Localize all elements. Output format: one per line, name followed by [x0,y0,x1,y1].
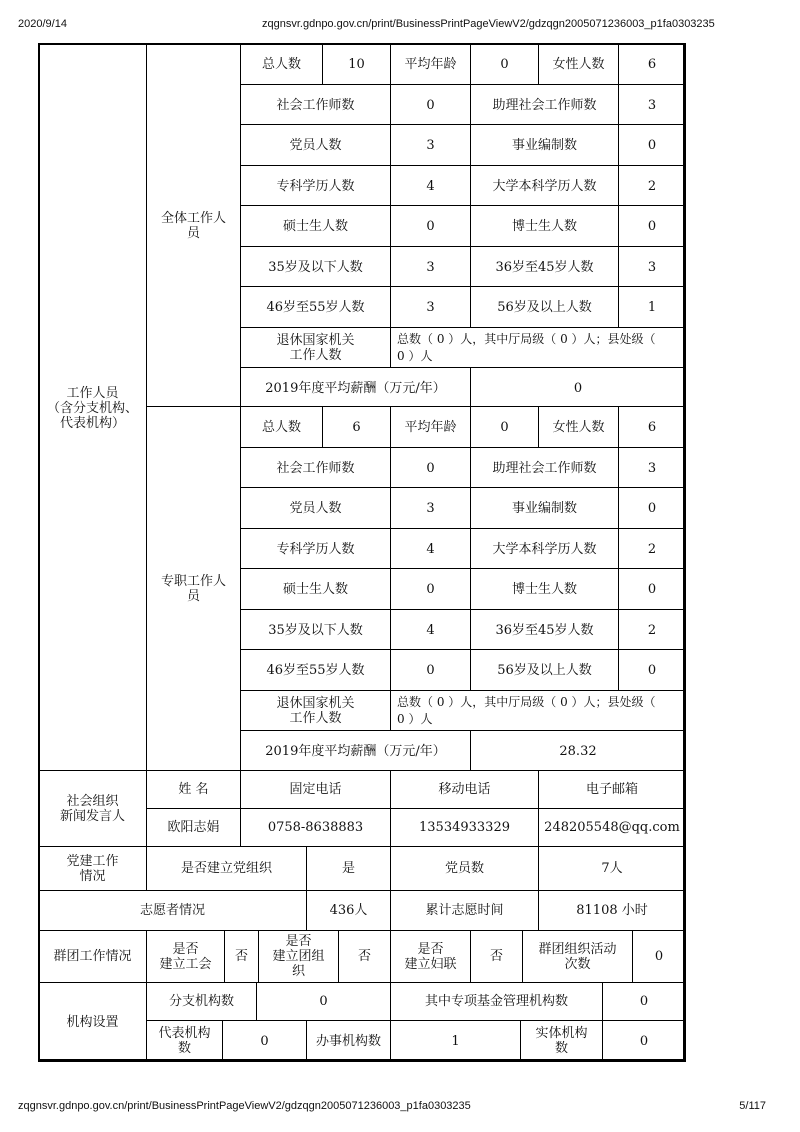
all-staff-assistant-label [470,84,619,126]
institutions-office-label [306,1020,391,1062]
spokesperson-mobile [390,808,539,847]
party-members-label-text: 党员数 [444,861,484,876]
all-staff-female-text: 6 [647,56,657,72]
fulltime-staff-total-label [240,406,323,448]
mass-org-women [470,930,523,983]
all-staff-college-text: 4 [426,178,435,194]
fulltime-staff-assistant [618,447,686,489]
fulltime-staff-female [618,406,686,448]
fulltime-staff-establishment-label [470,487,619,529]
fulltime-staff-total-text: 6 [352,419,361,435]
spokesperson-phone-label [240,770,391,809]
all-staff-age56-label-text: 56岁及以上人数 [497,299,592,315]
spokesperson-email-label [538,770,686,809]
fulltime-staff-age36_45-text: 2 [647,622,657,638]
all-staff-female-label [538,43,619,85]
all-staff-college-label-text: 专科学历人数 [276,178,355,194]
all-staff-age46_55-text: 3 [426,299,435,315]
institutions-rep-text: 0 [260,1033,269,1049]
institutions-entity [602,1020,686,1062]
fulltime-staff-party-label-text: 党员人数 [289,500,342,516]
fulltime-staff-master-text: 0 [426,581,435,597]
mass-org-women-text: 否 [489,949,503,964]
all-staff-total [322,43,391,85]
fulltime-staff-retired-label [240,690,391,732]
institutions-fund-label [390,982,603,1021]
fulltime-staff-avg-age-text: 0 [500,419,509,435]
all-staff-avg-age-label-text: 平均年龄 [404,56,457,72]
all-staff-master-text: 0 [426,218,435,234]
fulltime-staff-female-label-text: 女性人数 [552,419,605,435]
fulltime-staff-party-label [240,487,391,529]
volunteer-time-text: 81108 小时 [576,903,648,918]
institutions-entity-label [520,1020,603,1062]
mass-org-women-label [390,930,471,983]
all-staff-establishment-label-text: 事业编制数 [511,137,577,153]
party-label [38,846,147,891]
fulltime-staff-bachelor-text: 2 [647,541,657,557]
fulltime-staff-establishment-text: 0 [647,500,657,516]
spokesperson-name-label [146,770,241,809]
mass-org-activity-text: 0 [654,949,664,964]
all-staff-age35-label [240,246,391,288]
institutions-rep-label-text: 代表机构 数 [158,1026,211,1056]
page-number: 5/117 [739,1100,766,1112]
fulltime-staff-assistant-label [470,447,619,489]
fulltime-staff-master-label [240,568,391,610]
fulltime-staff-master-label-text: 硕士生人数 [282,581,348,597]
institutions-branch-text: 0 [319,994,328,1009]
fulltime-staff-assistant-label-text: 助理社会工作师数 [492,460,597,476]
volunteer-time [538,890,686,931]
mass-org-activity-label-text: 群团组织活动 次数 [538,941,617,972]
fulltime-staff-party [390,487,471,529]
fulltime-staff-age46_55-text: 0 [426,662,435,678]
all-staff-retired-value-text: 总数（ 0 ）人，其中厅局级（ 0 ）人；县处级（ 0 ）人 [397,332,656,363]
fulltime-staff-master [390,568,471,610]
all-staff-doctor-label-text: 博士生人数 [511,218,577,234]
spokesperson-email-text: 248205548@qq.com [544,820,680,835]
fulltime-staff-retired-label-text: 退休国家机关 工作人数 [276,696,355,726]
all-staff-doctor-label [470,205,619,247]
all-staff-retired-value [390,327,686,369]
spokesperson-label [38,770,147,847]
volunteer-time-label-text: 累计志愿时间 [425,903,504,918]
all-staff-social_worker-label-text: 社会工作师数 [276,97,355,113]
fulltime-staff-establishment [618,487,686,529]
spokesperson-name [146,808,241,847]
fulltime-staff-avg-age [470,406,539,448]
institutions-rep [222,1020,307,1062]
mass-org-activity [632,930,686,983]
party-members [538,846,686,891]
all-staff-master-label [240,205,391,247]
spokesperson-email-label-text: 电子邮箱 [585,782,638,797]
all-staff-age56 [618,286,686,328]
fulltime-staff-avg-age-label-text: 平均年龄 [404,419,457,435]
fulltime-staff-age36_45 [618,609,686,651]
all-staff-party [390,124,471,166]
mass-org-activity-label [522,930,633,983]
fulltime-staff-salary-label [240,730,471,772]
spokesperson-mobile-label [390,770,539,809]
all-staff-party-label-text: 党员人数 [289,137,342,153]
all-staff-establishment [618,124,686,166]
all-staff-female-label-text: 女性人数 [552,56,605,72]
spokesperson-phone-text: 0758-8638883 [267,820,364,835]
all-staff-bachelor-text: 2 [647,178,657,194]
all-staff-avg-age-label [390,43,471,85]
all-staff-total-text: 10 [348,56,365,72]
institutions-rep-label [146,1020,223,1062]
fulltime-staff-salary [470,730,686,772]
party-members-label [390,846,539,891]
fulltime-staff-age35-label-text: 35岁及以下人数 [268,622,363,638]
fulltime-staff-salary-label-text: 2019年度平均薪酬（万元/年） [265,743,446,759]
all-staff-age56-label [470,286,619,328]
all-staff-age46_55-label [240,286,391,328]
institutions-branch-label [146,982,257,1021]
spokesperson-mobile-label-text: 移动电话 [438,782,491,797]
fulltime-staff-retired-value [390,690,686,732]
spokesperson-name-label-text: 姓 名 [178,782,209,797]
volunteer-label [38,890,307,931]
all-staff-label [146,43,241,408]
all-staff-age36_45 [618,246,686,288]
fulltime-staff-doctor-text: 0 [647,581,657,597]
all-staff-age36_45-label [470,246,619,288]
mass-org-league [338,930,391,983]
all-staff-retired-label [240,327,391,369]
all-staff-age36_45-label-text: 36岁至45岁人数 [495,259,594,275]
all-staff-total-label [240,43,323,85]
all-staff-age46_55-label-text: 46岁至55岁人数 [266,299,365,315]
volunteer-count-text: 436人 [329,903,368,918]
all-staff-doctor-text: 0 [647,218,657,234]
mass-org-women-label-text: 是否 建立妇联 [404,941,457,972]
fulltime-staff-social_worker [390,447,471,489]
fulltime-staff-total-label-text: 总人数 [261,419,301,435]
all-staff-party-text: 3 [426,137,435,153]
print-date: 2020/9/14 [18,18,67,30]
mass-org-league-label-text: 是否 建立团组 织 [272,934,325,979]
fulltime-staff-avg-age-label [390,406,471,448]
all-staff-college-label [240,165,391,207]
institutions-fund [602,982,686,1021]
section-label-staff [38,43,147,773]
fulltime-staff-doctor-label [470,568,619,610]
institutions-entity-text: 0 [639,1033,649,1049]
all-staff-age35-text: 3 [426,259,435,275]
fulltime-staff-social_worker-label-text: 社会工作师数 [276,460,355,476]
institutions-office [390,1020,521,1062]
all-staff-social_worker [390,84,471,126]
fulltime-staff-assistant-text: 3 [647,460,657,476]
all-staff-label-text: 全体工作人 员 [160,210,226,241]
spokesperson-phone [240,808,391,847]
all-staff-avg-age-text: 0 [500,56,509,72]
party-org-label [146,846,307,891]
fulltime-staff-age56-text: 0 [647,662,657,678]
fulltime-staff-college-text: 4 [426,541,435,557]
fulltime-staff-party-text: 3 [426,500,435,516]
all-staff-age46_55 [390,286,471,328]
mass-org-league-label [258,930,339,983]
all-staff-bachelor [618,165,686,207]
all-staff-master-label-text: 硕士生人数 [282,218,348,234]
volunteer-label-text: 志愿者情况 [139,903,205,918]
fulltime-staff-age35-label [240,609,391,651]
all-staff-master [390,205,471,247]
mass-org-union [224,930,259,983]
fulltime-staff-doctor-label-text: 博士生人数 [511,581,577,597]
spokesperson-label-text: 社会组织 新闻发言人 [59,793,125,824]
volunteer-count [306,890,391,931]
all-staff-establishment-text: 0 [647,137,657,153]
all-staff-retired-label-text: 退休国家机关 工作人数 [276,333,355,363]
fulltime-staff-college-label-text: 专科学历人数 [276,541,355,557]
fulltime-staff-bachelor [618,528,686,570]
fulltime-staff-label-text: 专职工作人 员 [160,573,226,604]
fulltime-staff-age56 [618,649,686,691]
all-staff-age35-label-text: 35岁及以下人数 [268,259,363,275]
institutions-fund-label-text: 其中专项基金管理机构数 [424,994,568,1009]
party-org-label-text: 是否建立党组织 [180,861,272,876]
all-staff-party-label [240,124,391,166]
party-members-text: 7人 [601,861,623,876]
fulltime-staff-age36_45-label-text: 36岁至45岁人数 [495,622,594,638]
all-staff-salary-text: 0 [573,380,583,396]
all-staff-college [390,165,471,207]
institutions-office-label-text: 办事机构数 [315,1033,381,1049]
fulltime-staff-female-label [538,406,619,448]
all-staff-doctor [618,205,686,247]
party-org [306,846,391,891]
all-staff-age36_45-text: 3 [647,259,657,275]
all-staff-total-label-text: 总人数 [261,56,301,72]
fulltime-staff-college [390,528,471,570]
fulltime-staff-bachelor-label-text: 大学本科学历人数 [492,541,597,557]
fulltime-staff-establishment-label-text: 事业编制数 [511,500,577,516]
spokesperson-email [538,808,686,847]
section-label-staff-text: 工作人员 （含分支机构、 代表机构） [46,385,138,431]
fulltime-staff-age36_45-label [470,609,619,651]
institutions-branch [256,982,391,1021]
all-staff-avg-age [470,43,539,85]
mass-org-union-text: 否 [234,949,248,964]
fulltime-staff-bachelor-label [470,528,619,570]
institutions-fund-text: 0 [639,994,649,1009]
all-staff-salary [470,367,686,409]
institutions-office-text: 1 [451,1033,460,1049]
fulltime-staff-age35 [390,609,471,651]
fulltime-staff-salary-text: 28.32 [559,743,597,759]
spokesperson-name-text: 欧阳志娟 [167,820,220,835]
fulltime-staff-age46_55 [390,649,471,691]
institutions-label [38,982,147,1062]
institutions-entity-label-text: 实体机构 数 [535,1026,588,1056]
mass-org-league-text: 否 [357,949,371,964]
all-staff-age35 [390,246,471,288]
spokesperson-mobile-text: 13534933329 [419,820,510,835]
mass-org-label [38,930,147,983]
fulltime-staff-age46_55-label-text: 46岁至55岁人数 [266,662,365,678]
party-label-text: 党建工作 情况 [66,853,119,884]
institutions-label-text: 机构设置 [66,1014,119,1030]
all-staff-assistant-text: 3 [647,97,657,113]
fulltime-staff-social_worker-label [240,447,391,489]
fulltime-staff-college-label [240,528,391,570]
mass-org-union-label-text: 是否 建立工会 [159,941,212,972]
all-staff-establishment-label [470,124,619,166]
print-url-header: zqgnsvr.gdnpo.gov.cn/print/BusinessPrintPageViewV2/gdzqgn2005071236003_p1fa0303235 [262,18,715,30]
all-staff-bachelor-label-text: 大学本科学历人数 [492,178,597,194]
spokesperson-phone-label-text: 固定电话 [289,782,342,797]
all-staff-female [618,43,686,85]
fulltime-staff-social_worker-text: 0 [426,460,435,476]
all-staff-assistant [618,84,686,126]
fulltime-staff-female-text: 6 [647,419,657,435]
mass-org-union-label [146,930,225,983]
all-staff-bachelor-label [470,165,619,207]
fulltime-staff-age46_55-label [240,649,391,691]
party-org-text: 是 [341,861,355,876]
institutions-branch-label-text: 分支机构数 [168,994,234,1009]
fulltime-staff-age35-text: 4 [426,622,435,638]
fulltime-staff-total [322,406,391,448]
fulltime-staff-retired-value-text: 总数（ 0 ）人，其中厅局级（ 0 ）人；县处级（ 0 ）人 [397,695,656,726]
all-staff-social_worker-label [240,84,391,126]
fulltime-staff-doctor [618,568,686,610]
fulltime-staff-age56-label [470,649,619,691]
fulltime-staff-age56-label-text: 56岁及以上人数 [497,662,592,678]
all-staff-assistant-label-text: 助理社会工作师数 [492,97,597,113]
all-staff-salary-label-text: 2019年度平均薪酬（万元/年） [265,380,446,396]
all-staff-age56-text: 1 [647,299,657,315]
mass-org-label-text: 群团工作情况 [53,949,132,964]
all-staff-social_worker-text: 0 [426,97,435,113]
fulltime-staff-label [146,406,241,771]
all-staff-salary-label [240,367,471,409]
print-url-footer: zqgnsvr.gdnpo.gov.cn/print/BusinessPrintPageViewV2/gdzqgn2005071236003_p1fa0303235 [18,1100,471,1112]
volunteer-time-label [390,890,539,931]
